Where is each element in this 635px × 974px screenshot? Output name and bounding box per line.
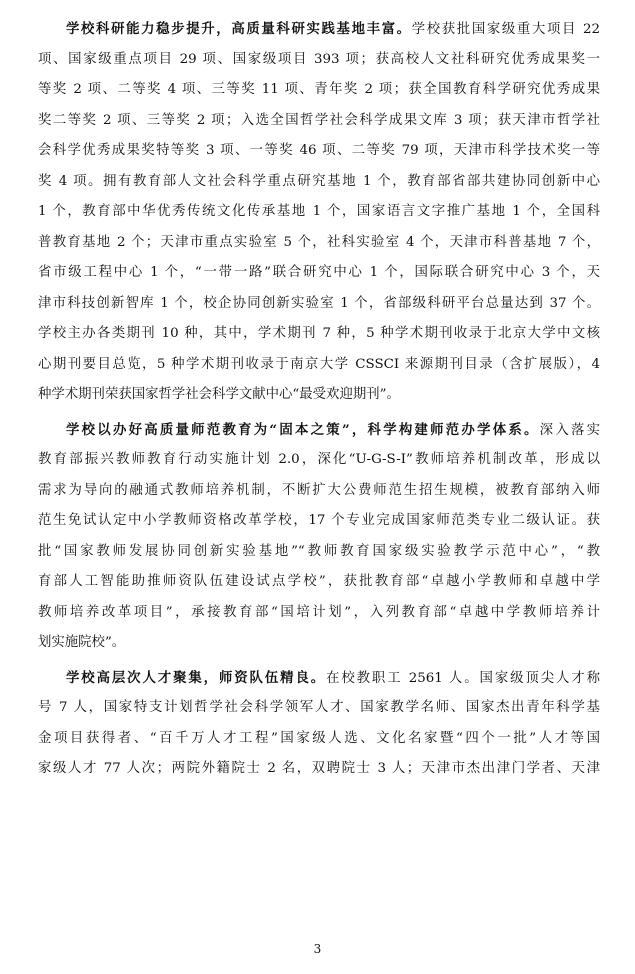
paragraph-line: 项、国家级重点项目 29 项、国家级项目 393 项；获高校人文社科研究优秀成果奖一 [38,51,600,67]
paragraph-line: 需求为导向的融通式教师培养机制，不断扩大公费师范生招生规模，被教育部纳入师 [38,482,600,498]
paragraph-line: 种学术期刊荣获国家哲学社会科学文献中心“最受欢迎期刊”。 [38,387,400,402]
paragraph-line: 心期刊要目总览，5 种学术期刊收录于南京大学 CSSCI 来源期刊目录（含扩展版），4 [38,356,600,372]
paragraph-text: 在校教职工 2561 人。国家级顶尖人才称 [326,670,600,686]
paragraph-lead: 学校以办好高质量师范教育为“固本之策”，科学构建师范办学体系。 [66,421,540,438]
paragraph-research [38,14,600,411]
paragraph-line: 批“国家教师发展协同创新实验基地”“教师教育国家级实验教学示范中心”，“教 [38,543,600,559]
paragraph-teacher-education [38,415,600,659]
paragraph-line: 奖 4 项。拥有教育部人文社会科学重点研究基地 1 个，教育部省部共建协同创新中心 [38,173,600,189]
paragraph-line: 金项目获得者、“百千万人才工程”国家级人选、文化名家暨“四个一批”人才等国 [38,730,600,746]
paragraph-line: 奖二等奖 2 项、三等奖 2 项；入选全国哲学社会科学成果文库 3 项；获天津市哲学社 [38,112,600,128]
paragraph-text: 学校获批国家级重大项目 22 [411,22,600,37]
paragraph-talent [38,663,600,785]
paragraph-line [38,663,600,694]
paragraph-line: 学校主办各类期刊 10 种，其中，学术期刊 7 种，5 种学术期刊收录于北京大学中文核 [38,326,600,341]
paragraph-line: 津市科技创新智库 1 个，校企协同创新实验室 1 个，省部级科研平台总量达到 37 个。 [38,295,600,311]
paragraph-line [38,14,600,45]
paragraph-line: 会科学优秀成果奖特等奖 3 项、一等奖 46 项、二等奖 79 项，天津市科学技术奖一等 [38,143,600,158]
page-number: 3 [313,942,322,956]
paragraph-line: 教育部振兴教师教育行动实施计划 2.0，深化“U-G-S-I”教师培养机制改革，形成以 [38,452,600,467]
paragraph-line: 号 7 人，国家特支计划哲学社会科学领军人才、国家教学名师、国家杰出青年科学基 [38,700,600,715]
paragraph-line: 教师培养改革项目”，承接教育部“国培计划”，入列教育部“卓越中学教师培养计 [38,604,600,620]
paragraph-line: 等奖 2 项、二等奖 4 项、三等奖 11 项、青年奖 2 项；获全国教育科学研究优秀成果 [38,82,600,97]
paragraph-line: 家级人才 77 人次；两院外籍院士 2 名，双聘院士 3 人；天津市杰出津门学者、天津 [38,761,600,776]
paragraph-lead: 学校科研能力稳步提升，高质量科研实践基地丰富。 [66,21,412,37]
document-body [38,14,600,789]
paragraph-line: 育部人工智能助推师资队伍建设试点学校”，获批教育部“卓越小学教师和卓越中学 [38,574,600,589]
paragraph-line: 范生免试认定中小学教师资格改革学校，17 个专业完成国家师范类专业二级认证。获 [38,513,600,528]
paragraph-line: 1 个，教育部中华优秀传统文化传承基地 1 个，国家语言文字推广基地 1 个，全国科 [38,204,600,219]
paragraph-line: 划实施院校”。 [38,635,126,650]
paragraph-lead: 学校高层次人才聚集，师资队伍精良。 [66,669,327,686]
paragraph-line: 省市级工程中心 1 个，“一带一路”联合研究中心 1 个，国际联合研究中心 3 个，天 [38,265,600,280]
paragraph-text: 深入落实 [539,422,600,438]
paragraph-line [38,415,600,446]
paragraph-line: 普教育基地 2 个；天津市重点实验室 5 个，社科实验室 4 个，天津市科普基地 7 个， [38,234,600,250]
